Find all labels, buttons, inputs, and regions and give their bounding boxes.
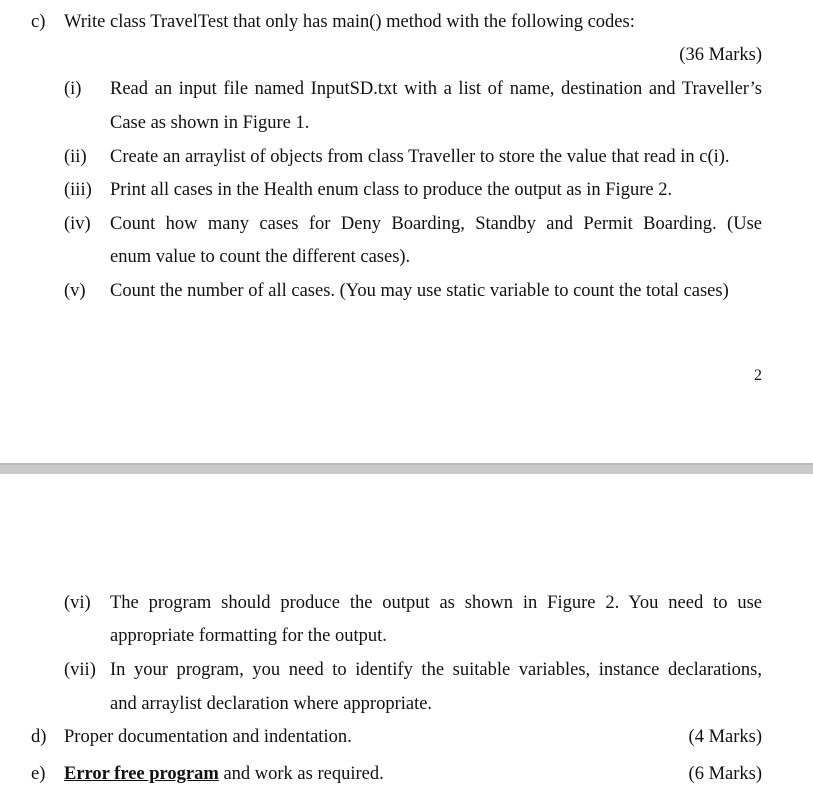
page-separator <box>0 463 813 474</box>
section-e-rest-text: and work as required. <box>218 764 384 784</box>
item-vi-line1: The program should produce the output as shown in Figure 2. You need to use <box>110 593 762 613</box>
section-e-text <box>64 765 384 784</box>
section-e-label: e) <box>31 764 46 784</box>
section-d-marks: (4 Marks) <box>688 727 762 747</box>
section-e-bold-text: Error free program <box>64 764 219 784</box>
section-d-text: Proper documentation and indentation. <box>64 727 352 747</box>
page-number: 2 <box>754 367 762 384</box>
section-e-marks: (6 Marks) <box>688 764 762 784</box>
item-iv-line2: enum value to count the different cases). <box>110 247 411 267</box>
item-vii-line2: and arraylist declaration where appropriate. <box>110 694 433 714</box>
item-iv-line1: Count how many cases for Deny Boarding, Standby and Permit Boarding. (Use <box>110 214 762 234</box>
section-c-marks: (36 Marks) <box>679 45 762 65</box>
item-iii-line1: Print all cases in the Health enum class to produce the output as in Figure 2. <box>110 180 673 200</box>
item-iv-number: (iv) <box>64 214 91 234</box>
section-c-label: c) <box>31 12 46 32</box>
item-v-line1: Count the number of all cases. (You may use static variable to count the total cases) <box>110 281 729 301</box>
item-ii-line1: Create an arraylist of objects from class Traveller to store the value that read in c(i). <box>110 147 730 167</box>
item-ii-number: (ii) <box>64 147 87 167</box>
item-iii-number: (iii) <box>64 180 92 200</box>
item-vii-number: (vii) <box>64 660 96 680</box>
section-d-label: d) <box>31 727 47 747</box>
document-page-2 <box>0 474 813 807</box>
item-v-number: (v) <box>64 281 86 301</box>
item-i-line2: Case as shown in Figure 1. <box>110 113 310 133</box>
item-vi-number: (vi) <box>64 593 91 613</box>
item-vii-line1: In your program, you need to identify the suitable variables, instance declarations, <box>110 660 762 680</box>
item-i-number: (i) <box>64 79 82 99</box>
item-i-line1: Read an input file named InputSD.txt with a list of name, destination and Traveller’s <box>110 79 762 99</box>
section-c-heading: Write class TravelTest that only has main() method with the following codes: <box>64 12 635 32</box>
item-vi-line2: appropriate formatting for the output. <box>110 626 387 646</box>
